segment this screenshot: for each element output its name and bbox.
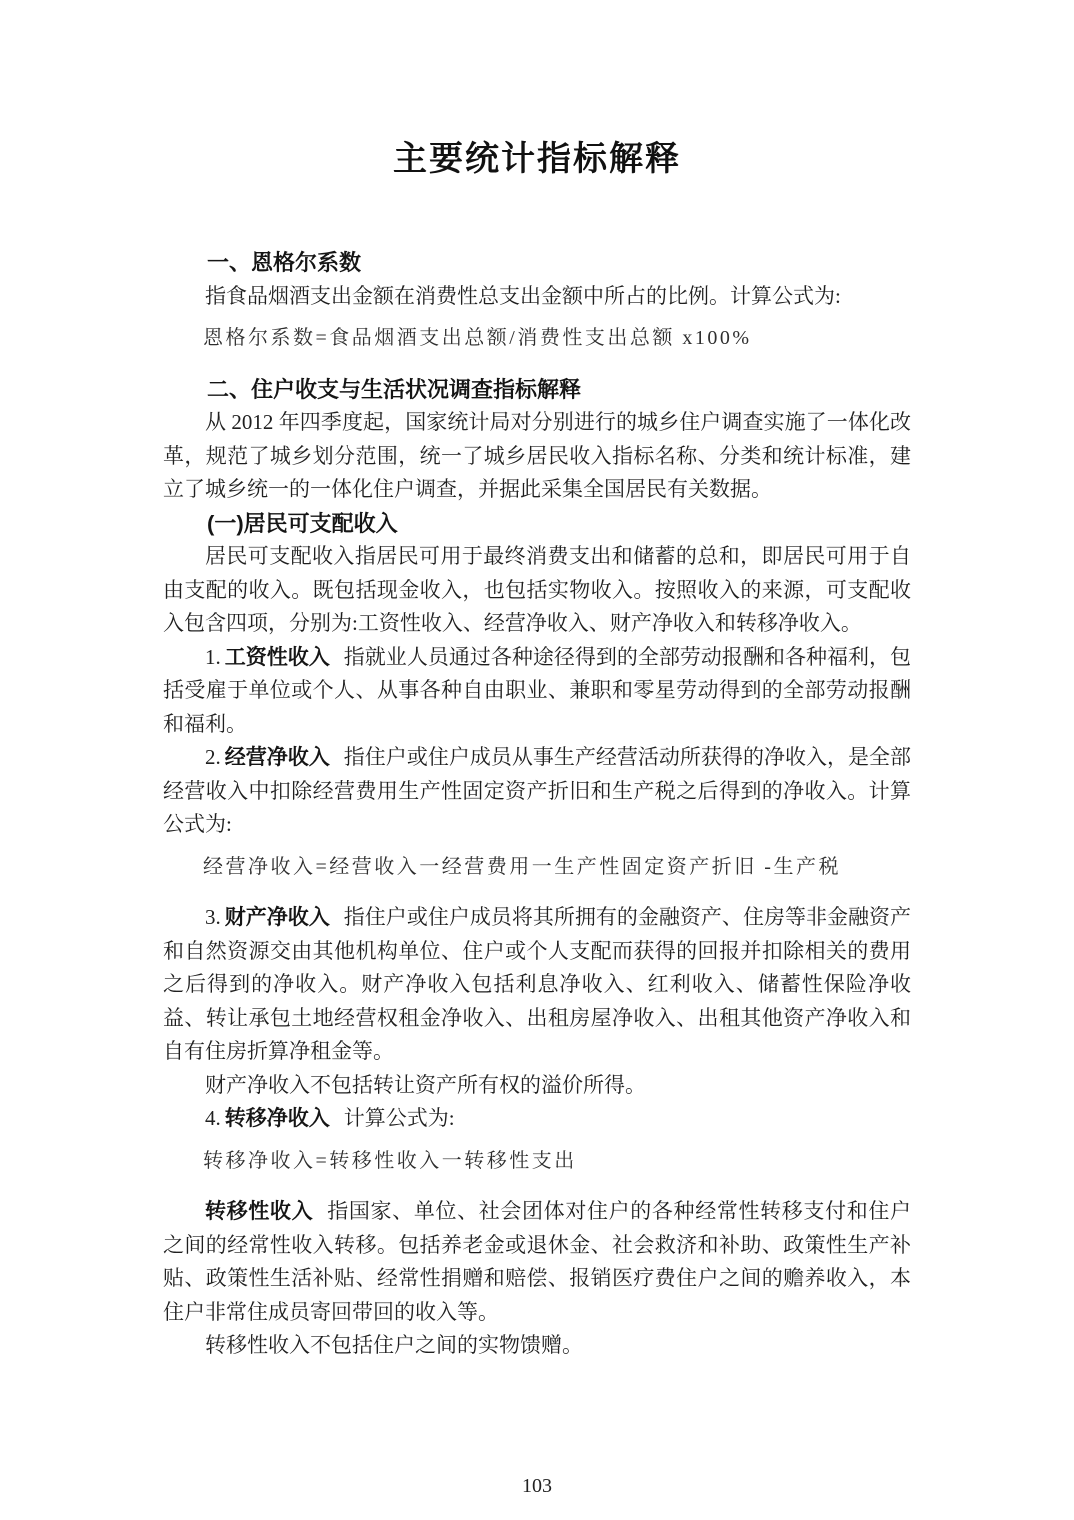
transfer-income-definition-paragraph	[163, 1195, 911, 1329]
wage-income-text: 指就业人员通过各种途径得到的全部劳动报酬和各种福利，包括受雇于单位或个人、从事各种自由职业、兼职和零星劳动得到的全部劳动报酬和福利。	[163, 644, 911, 736]
document-content	[163, 138, 911, 1363]
page-number: 103	[522, 1475, 552, 1497]
page-title: 主要统计指标解释	[393, 140, 681, 178]
property-income-note: 财产净收入不包括转让资产所有权的溢价所得。	[205, 1072, 646, 1097]
transfer-income-text: 计算公式为:	[343, 1106, 455, 1130]
disposable-income-paragraph: 居民可支配收入指居民可用于最终消费支出和储蓄的总和，即居民可用于自由支配的收入。既包括现金收入，也包括实物收入。按照收入的来源，可支配收入包含四项，分别为:工资性收入、经营净收入、财产净收入和转移净收入。	[163, 544, 911, 635]
section-engel-intro: 指食品烟酒支出金额在消费性总支出金额中所占的比例。计算公式为:	[205, 283, 841, 308]
subsection-disposable-income-heading: (一)居民可支配收入	[207, 510, 398, 536]
property-income-term: 财产净收入	[224, 906, 330, 929]
section-engel-heading: 一、恩格尔系数	[207, 250, 362, 275]
transfer-income-term: 转移净收入	[224, 1107, 330, 1130]
business-income-number: 2.	[205, 745, 221, 769]
wage-income-paragraph	[163, 641, 911, 742]
transfer-income-note: 转移性收入不包括住户之间的实物馈赠。	[205, 1333, 583, 1357]
business-income-formula: 经营净收入=经营收入一经营费用一生产性固定资产折旧 -生产税	[203, 855, 841, 878]
transfer-income-definition-text: 指国家、单位、社会团体对住户的各种经常性转移支付和住户之间的经常性收入转移。包括养老金或退休金、社会救济和补助、政策性生产补贴、政策性生活补贴、经常性捐赠和赔偿、报销医疗费住户之间的赡养收入，本住户非常住成员寄回带回的收入等。	[163, 1199, 912, 1324]
transfer-income-number: 4.	[205, 1106, 221, 1130]
property-income-number: 3.	[205, 905, 221, 929]
section-survey-heading: 二、住户收支与生活状况调查指标解释	[207, 376, 582, 402]
business-income-paragraph	[163, 741, 911, 842]
section-survey-intro: 从 2012 年四季度起，国家统计局对分别进行的城乡住户调查实施了一体化改革，规范了城乡划分范围，统一了城乡居民收入指标名称、分类和统计标准，建立了城乡统一的一体化住户调查，并据此采集全国居民有关数据。	[163, 410, 911, 501]
business-income-term: 经营净收入	[224, 746, 330, 769]
transfer-income-formula: 转移净收入=转移性收入一转移性支出	[203, 1149, 577, 1172]
property-income-text: 指住户或住户成员将其所拥有的金融资产、住房等非金融资产和自然资源交由其他机构单位、住户或个人支配而获得的回报并扣除相关的费用之后得到的净收入。财产净收入包括利息净收入、红利收入、储蓄性保险净收益、转让承包土地经营权租金净收入、出租房屋净收入、出租其他资产净收入和自有住房折算净租金等。	[163, 905, 911, 1063]
transfer-income-paragraph	[163, 1102, 911, 1136]
property-income-paragraph	[163, 901, 911, 1069]
transfer-income-definition-term: 转移性收入	[205, 1200, 314, 1223]
engel-formula: 恩格尔系数=食品烟酒支出总额/消费性支出总额 x100%	[203, 327, 752, 349]
wage-income-term: 工资性收入	[224, 645, 330, 669]
wage-income-number: 1.	[205, 644, 221, 669]
business-income-text: 指住户或住户成员从事生产经营活动所获得的净收入，是全部经营收入中扣除经营费用生产性固定资产折旧和生产税之后得到的净收入。计算公式为:	[163, 745, 911, 836]
